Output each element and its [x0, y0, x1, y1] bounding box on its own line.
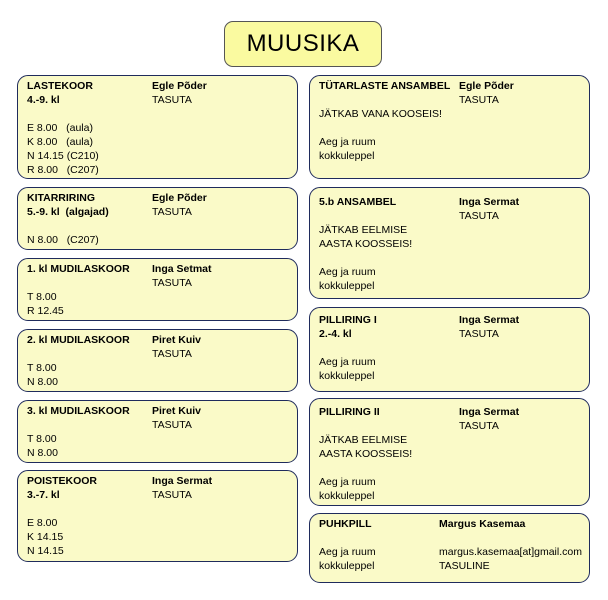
- card-note: AASTA KOOSSEIS!: [319, 238, 413, 250]
- card-note: AASTA KOOSSEIS!: [319, 448, 413, 460]
- card-time: T 8.00: [27, 362, 57, 374]
- card-teacher: Piret Kuiv: [152, 334, 202, 346]
- card-name: POISTEKOOR: [27, 475, 98, 487]
- card-time: Aeg ja ruum: [319, 356, 376, 368]
- card-price: TASUTA: [459, 210, 499, 222]
- card-time: N 8.00: [27, 447, 58, 459]
- card-name: 3. kl MUDILASKOOR: [27, 405, 130, 417]
- card-time: kokkuleppel: [319, 370, 375, 382]
- card-poistekoor: [17, 470, 298, 562]
- card-name: KITARRIRING: [27, 192, 96, 204]
- card-grade: 5.-9. kl (algajad): [27, 206, 109, 218]
- card-price: TASULINE: [439, 560, 490, 572]
- card-name: LASTEKOOR: [27, 80, 93, 92]
- card-teacher: Margus Kasemaa: [439, 518, 526, 530]
- card-time: E 8.00 (aula): [27, 122, 93, 134]
- card-time: E 8.00: [27, 517, 58, 529]
- card-3kl-mudilaskoor: [17, 400, 298, 463]
- card-price: TASUTA: [152, 94, 192, 106]
- card-note: JÄTKAB VANA KOOSEIS!: [319, 108, 442, 120]
- card-time: T 8.00: [27, 433, 57, 445]
- card-lastekoor: [17, 75, 298, 179]
- card-teacher: Inga Sermat: [459, 196, 520, 208]
- card-price: TASUTA: [152, 277, 192, 289]
- card-name: PUHKPILL: [319, 518, 372, 530]
- card-name: PILLIRING I: [319, 314, 377, 326]
- card-time: K 8.00 (aula): [27, 136, 93, 148]
- card-teacher: Piret Kuiv: [152, 405, 202, 417]
- card-teacher: Inga Sermat: [459, 314, 520, 326]
- card-time: kokkuleppel: [319, 280, 375, 292]
- card-name: 2. kl MUDILASKOOR: [27, 334, 130, 346]
- card-kitarriring: [17, 187, 298, 250]
- card-time: R 12.45: [27, 305, 64, 317]
- card-time: kokkuleppel: [319, 490, 375, 502]
- card-teacher: Inga Sermat: [152, 475, 213, 487]
- card-grade: 4.-9. kl: [27, 94, 60, 106]
- card-price: TASUTA: [152, 348, 192, 360]
- card-price: TASUTA: [459, 328, 499, 340]
- card-pilliring-1: [309, 307, 590, 392]
- card-price: TASUTA: [152, 419, 192, 431]
- card-price: TASUTA: [152, 206, 192, 218]
- page-title: MUUSIKA: [224, 21, 382, 67]
- card-name: TÜTARLASTE ANSAMBEL: [319, 80, 451, 92]
- card-note: JÄTKAB EELMISE: [319, 434, 408, 446]
- card-time: K 14.15: [27, 531, 64, 543]
- card-time: Aeg ja ruum: [319, 266, 376, 278]
- card-time: N 8.00: [27, 376, 58, 388]
- card-time: Aeg ja ruum: [319, 136, 376, 148]
- contact-email: margus.kasemaa[at]gmail.com: [439, 546, 582, 558]
- card-time: R 8.00 (C207): [27, 164, 99, 176]
- card-name: 1. kl MUDILASKOOR: [27, 263, 130, 275]
- card-5b-ansambel: [309, 187, 590, 299]
- card-teacher: Egle Põder: [152, 192, 207, 204]
- card-teacher: Inga Setmat: [152, 263, 212, 275]
- card-time: Aeg ja ruum: [319, 546, 376, 558]
- card-name: 5.b ANSAMBEL: [319, 196, 397, 208]
- card-1kl-mudilaskoor: [17, 258, 298, 321]
- card-note: JÄTKAB EELMISE: [319, 224, 408, 236]
- card-time: N 14.15: [27, 545, 64, 557]
- card-time: kokkuleppel: [319, 150, 375, 162]
- card-puhkpill: [309, 513, 590, 583]
- card-pilliring-2: [309, 398, 590, 506]
- card-price: TASUTA: [459, 94, 499, 106]
- card-teacher: Egle Põder: [152, 80, 207, 92]
- card-time: N 8.00 (C207): [27, 234, 99, 246]
- card-time: kokkuleppel: [319, 560, 375, 572]
- card-time: Aeg ja ruum: [319, 476, 376, 488]
- card-tutarlaste-ansambel: [309, 75, 590, 179]
- card-time: N 14.15 (C210): [27, 150, 99, 162]
- card-name: PILLIRING II: [319, 406, 380, 418]
- card-price: TASUTA: [152, 489, 192, 501]
- card-teacher: Inga Sermat: [459, 406, 520, 418]
- card-time: T 8.00: [27, 291, 57, 303]
- card-grade: 3.-7. kl: [27, 489, 60, 501]
- card-grade: 2.-4. kl: [319, 328, 352, 340]
- card-2kl-mudilaskoor: [17, 329, 298, 392]
- card-teacher: Egle Põder: [459, 80, 514, 92]
- card-price: TASUTA: [459, 420, 499, 432]
